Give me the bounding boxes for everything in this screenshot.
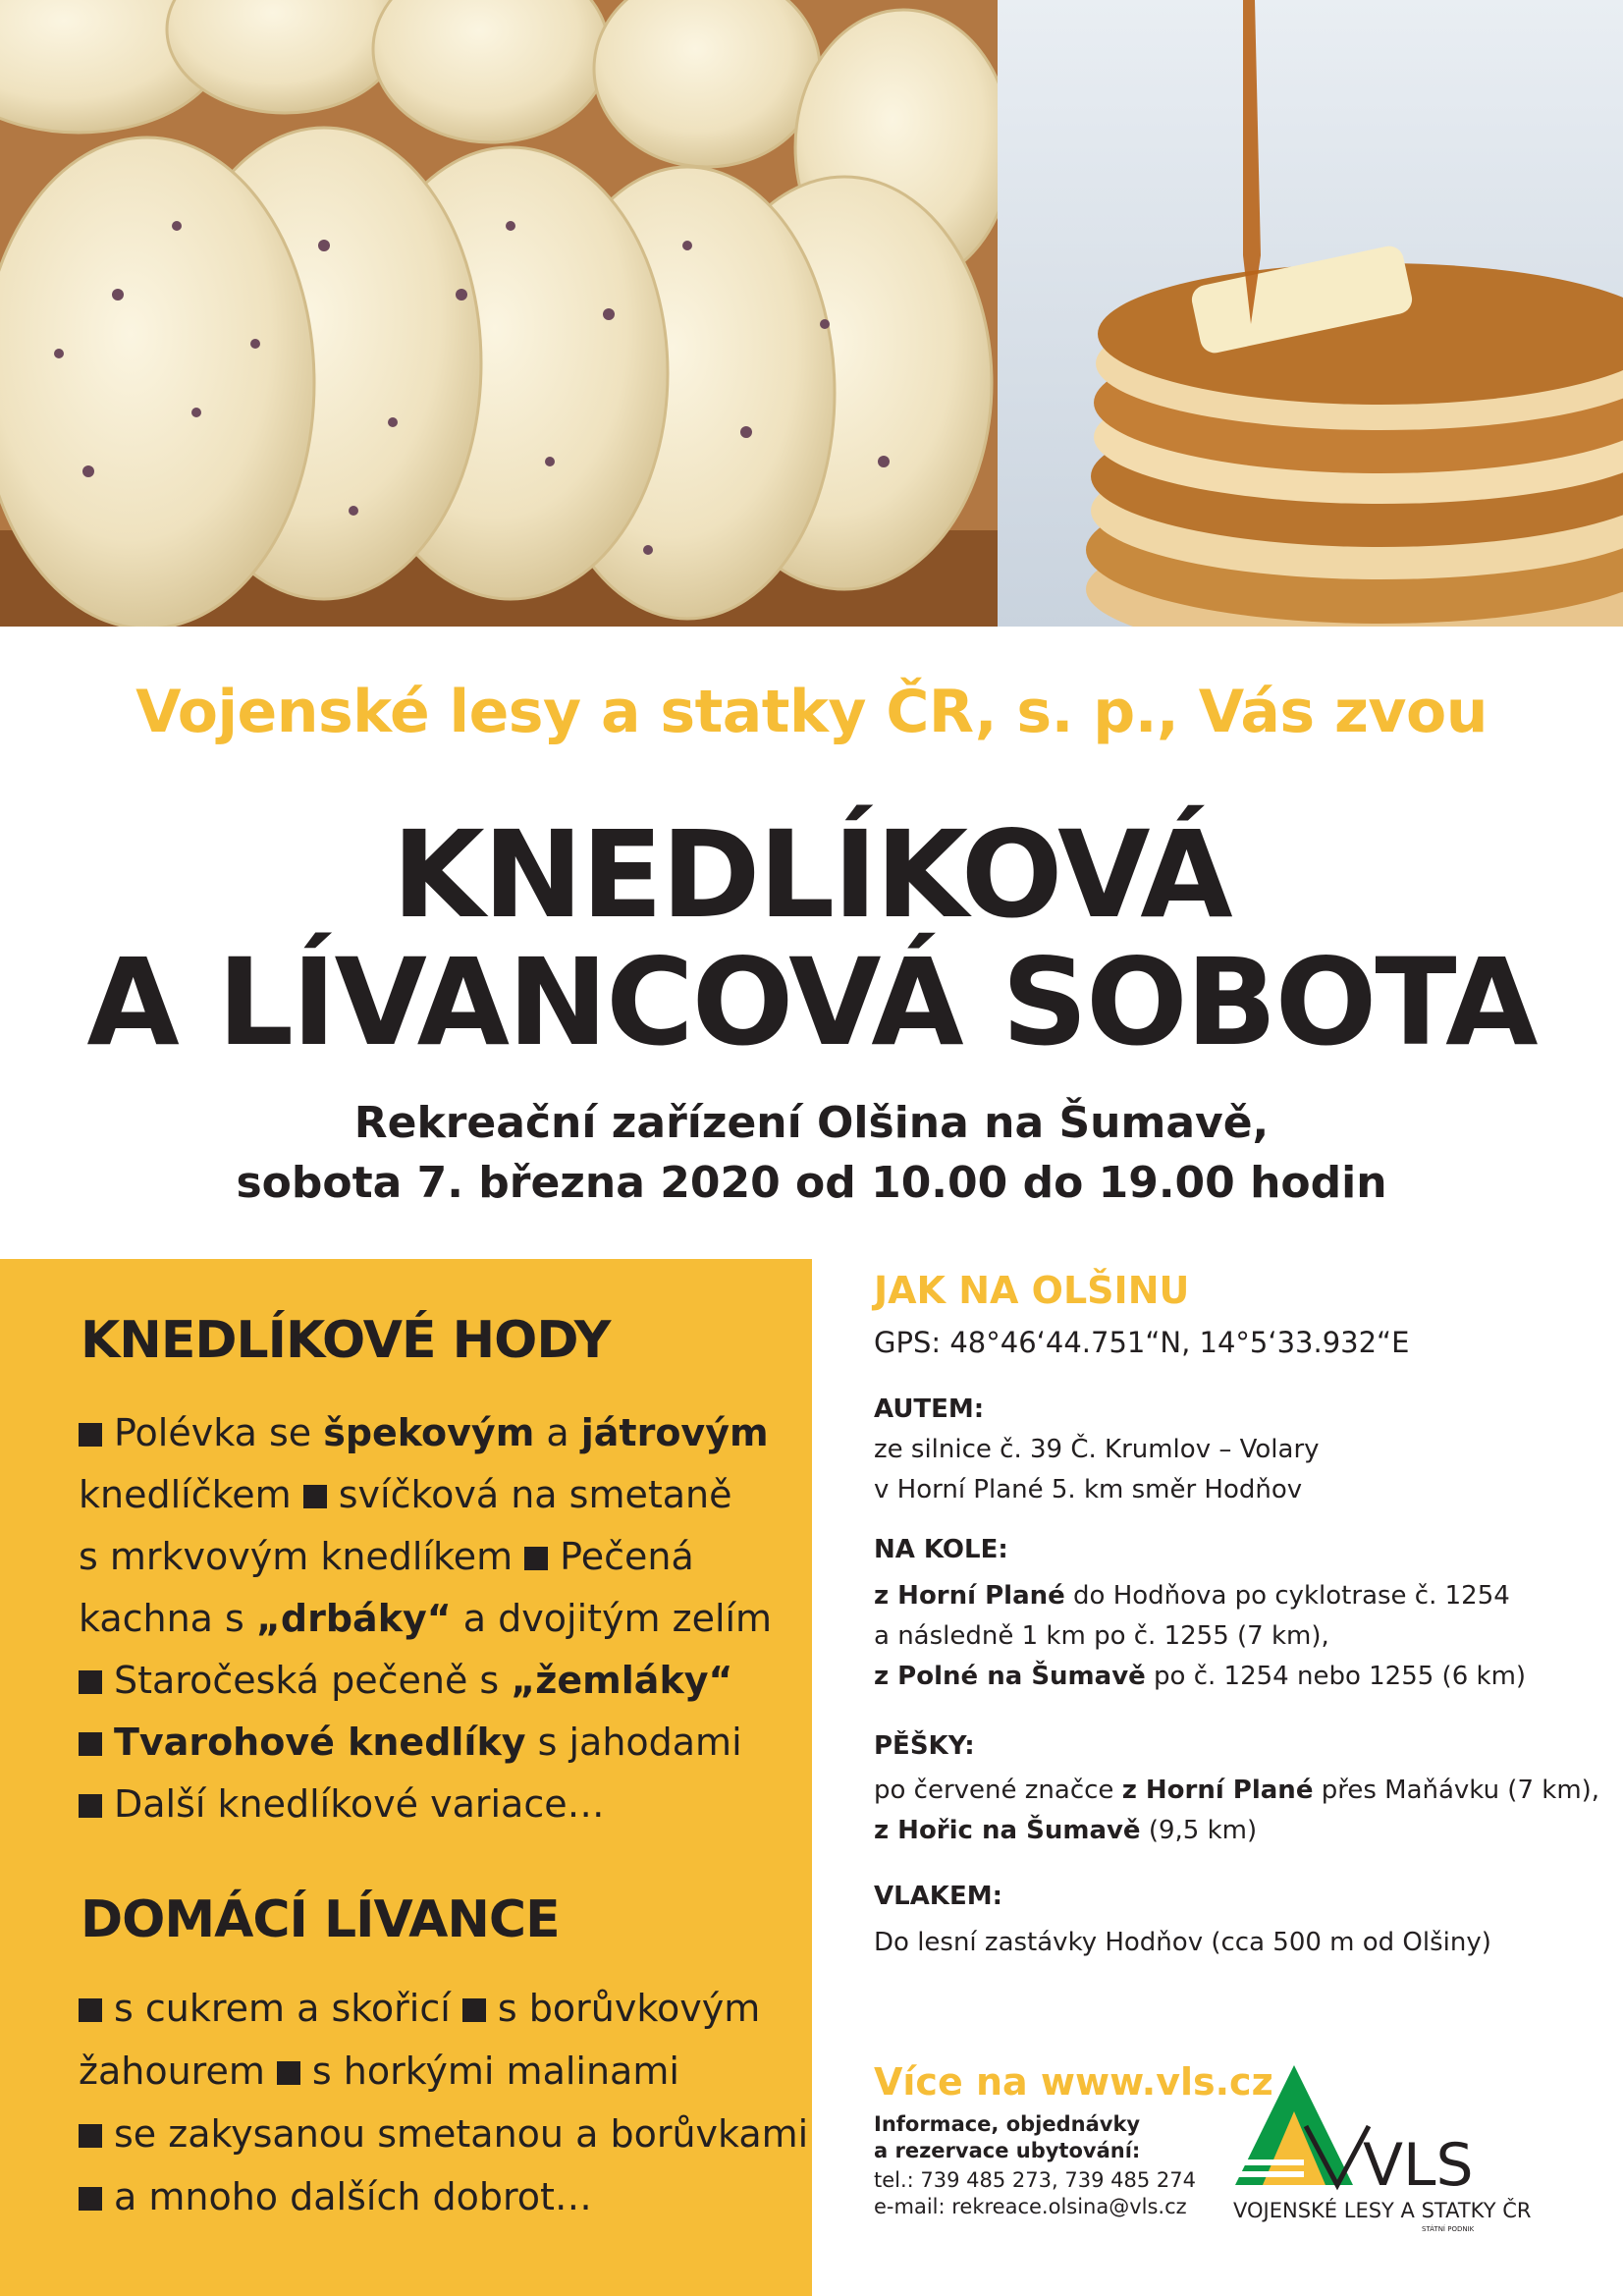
logo-subtitle: STÁTNÍ PODNIK bbox=[1422, 2225, 1475, 2233]
on-foot-label: PĚŠKY: bbox=[874, 1731, 975, 1761]
menu-line: a mnoho dalších dobrot… bbox=[79, 2175, 592, 2218]
event-title-line1: KNEDLÍKOVÁ bbox=[392, 805, 1231, 945]
direction-line: v Horní Plané 5. km směr Hodňov bbox=[874, 1475, 1303, 1504]
bullet-square-icon bbox=[79, 1998, 102, 2022]
vls-logo-mark bbox=[1225, 2057, 1540, 2234]
direction-line: z Hořic na Šumavě (9,5 km) bbox=[874, 1816, 1258, 1845]
menu-line: Tvarohové knedlíky s jahodami bbox=[79, 1721, 742, 1764]
menu-line: Staročeská pečeně s „žemláky“ bbox=[79, 1659, 732, 1702]
website-link[interactable]: Více na www.vls.cz bbox=[874, 2060, 1273, 2104]
bullet-square-icon bbox=[79, 1423, 102, 1447]
direction-line: a následně 1 km po č. 1255 (7 km), bbox=[874, 1621, 1329, 1651]
bullet-square-icon bbox=[277, 2061, 300, 2085]
directions-heading: JAK NA OLŠINU bbox=[874, 1269, 1190, 1312]
bullet-square-icon bbox=[303, 1485, 327, 1508]
direction-line: z Horní Plané do Hodňova po cyklotrase č. 1254 bbox=[874, 1581, 1510, 1611]
section-heading-pancakes: DOMÁCÍ LÍVANCE bbox=[81, 1890, 560, 1949]
by-train-label: VLAKEM: bbox=[874, 1882, 1002, 1911]
bullet-square-icon bbox=[79, 2124, 102, 2148]
menu-line: kachna s „drbáky“ a dvojitým zelím bbox=[79, 1597, 773, 1640]
logo-full-name: VOJENSKÉ LESY A STATKY ČR bbox=[1233, 2199, 1532, 2222]
pancakes-photo bbox=[998, 0, 1623, 627]
menu-line: s mrkvovým knedlíkem Pečená bbox=[79, 1535, 694, 1578]
menu-line: Polévka se špekovým a játrovým bbox=[79, 1411, 769, 1454]
direction-line: Do lesní zastávky Hodňov (cca 500 m od Olšiny) bbox=[874, 1928, 1491, 1957]
by-bike-label: NA KOLE: bbox=[874, 1535, 1008, 1564]
vls-logo bbox=[1225, 2057, 1540, 2234]
bullet-square-icon bbox=[79, 1794, 102, 1818]
dumplings-photo bbox=[0, 0, 998, 627]
contact-reservation-line: a rezervace ubytování: bbox=[874, 2139, 1141, 2162]
bullet-square-icon bbox=[79, 1670, 102, 1694]
direction-line: po červené značce z Horní Plané přes Maňávku (7 km), bbox=[874, 1776, 1600, 1805]
bullet-square-icon bbox=[462, 1998, 486, 2022]
venue-line: Rekreační zařízení Olšina na Šumavě, bbox=[353, 1098, 1270, 1148]
logo-short-name: VLS bbox=[1363, 2131, 1474, 2200]
menu-line: se zakysanou smetanou a borůvkami bbox=[79, 2112, 808, 2156]
menu-line: s cukrem a skořicí s borůvkovým bbox=[79, 1987, 760, 2030]
menu-line: žahourem s horkými malinami bbox=[79, 2050, 679, 2093]
invitation-line: Vojenské lesy a statky ČR, s. p., Vás zvou bbox=[135, 678, 1488, 746]
event-title-line2: A LÍVANCOVÁ SOBOTA bbox=[86, 933, 1537, 1072]
contact-phone: tel.: 739 485 273, 739 485 274 bbox=[874, 2168, 1196, 2192]
venue-and-date bbox=[0, 1093, 1623, 1213]
menu-line: Další knedlíkové variace… bbox=[79, 1782, 605, 1826]
direction-line: ze silnice č. 39 Č. Krumlov – Volary bbox=[874, 1435, 1320, 1464]
by-car-label: AUTEM: bbox=[874, 1394, 985, 1424]
contact-info-line: Informace, objednávky bbox=[874, 2112, 1141, 2136]
bullet-square-icon bbox=[524, 1547, 548, 1570]
gps-coordinates: GPS: 48°46‘44.751“N, 14°5‘33.932“E bbox=[874, 1326, 1410, 1359]
menu-line: knedlíčkem svíčková na smetaně bbox=[79, 1473, 732, 1516]
date-line: sobota 7. března 2020 od 10.00 do 19.00 hodin bbox=[236, 1158, 1387, 1208]
bullet-square-icon bbox=[79, 1732, 102, 1756]
bullet-square-icon bbox=[79, 2187, 102, 2211]
contact-email[interactable]: e-mail: rekreace.olsina@vls.cz bbox=[874, 2195, 1187, 2218]
section-heading-dumplings: KNEDLÍKOVÉ HODY bbox=[81, 1311, 611, 1370]
direction-line: z Polné na Šumavě po č. 1254 nebo 1255 (6 km) bbox=[874, 1662, 1527, 1691]
